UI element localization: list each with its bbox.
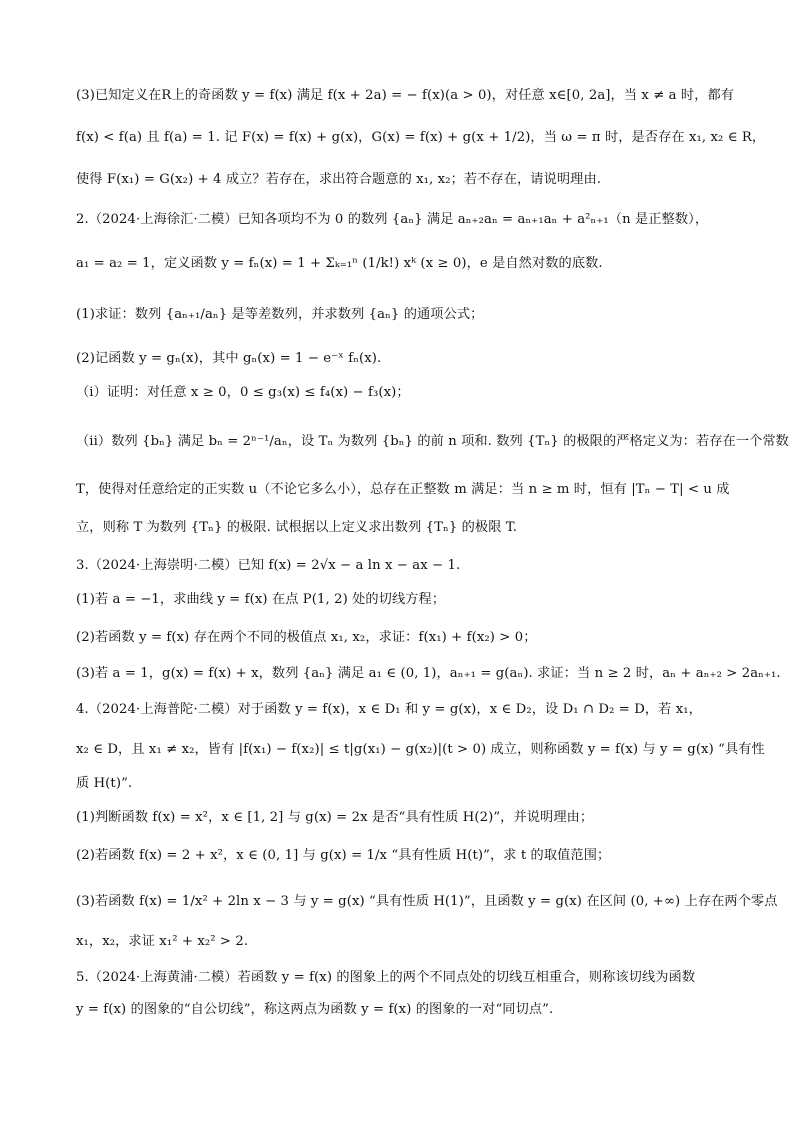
q2-part2: (2)记函数 y = gₙ(x)，其中 gₙ(x) = 1 − e⁻ˣ fₙ(x). <box>76 351 382 366</box>
q2-part2-ii-line-3: 立，则称 T 为数列 {Tₙ} 的极限. 试根据以上定义求出数列 {Tₙ} 的极限 T. <box>76 520 518 535</box>
q4-part1: (1)判断函数 f(x) = x²，x ∈ [1, 2] 与 g(x) = 2x 是否“具有性质 H(2)”，并说明理由； <box>76 810 594 825</box>
q4-stem-line-3: 质 H(t)”. <box>76 776 133 791</box>
q4-part2: (2)若函数 f(x) = 2 + x²，x ∈ (0, 1] 与 g(x) = 1/x “具有性质 H(t)”，求 t 的取值范围； <box>76 848 611 863</box>
q1-part3-line-2: f(x) < f(a) 且 f(a) = 1. 记 F(x) = f(x) + g(x)，G(x) = f(x) + g(x + 1/2)，当 ω = π 时，是否存在 x₁, x₂ ∈ R， <box>76 130 766 145</box>
q2-part2-ii-line-2: T，使得对任意给定的正实数 u（不论它多么小），总存在正整数 m 满足：当 n ≥ m 时，恒有 |Tₙ − T| < u 成 <box>76 482 730 497</box>
q2-stem-line-2: a₁ = a₂ = 1，定义函数 y = fₙ(x) = 1 + Σₖ₌₁ⁿ (1/k!) xᵏ (x ≥ 0)，e 是自然对数的底数. <box>76 256 603 271</box>
q2-part2-i: （i）证明：对任意 x ≥ 0，0 ≤ g₃(x) ≤ f₄(x) − f₃(x)； <box>76 385 410 400</box>
q1-part3-line-1: (3)已知定义在R上的奇函数 y = f(x) 满足 f(x + 2a) = − f(x)(a > 0)，对任意 x∈[0, 2a]，当 x ≠ a 时，都有 <box>76 88 735 103</box>
q2-part1: (1)求证：数列 {aₙ₊₁/aₙ} 是等差数列，并求数列 {aₙ} 的通项公式； <box>76 307 484 322</box>
q3-part3: (3)若 a = 1，g(x) = f(x) + x，数列 {aₙ} 满足 a₁ ∈ (0, 1)，aₙ₊₁ = g(aₙ). 求证：当 n ≥ 2 时，aₙ + aₙ₊₂ > 2aₙ₊₁. <box>76 666 781 681</box>
q4-part3-line-1: (3)若函数 f(x) = 1/x² + 2ln x − 3 与 y = g(x) “具有性质 H(1)”，且函数 y = g(x) 在区间 (0, +∞) 上存在两个零点 <box>76 894 778 909</box>
q3-stem: 3.（2024·上海崇明·二模）已知 f(x) = 2√x − a ln x − ax − 1. <box>76 558 461 573</box>
q4-part3-line-2: x₁，x₂，求证 x₁² + x₂² > 2. <box>76 934 249 949</box>
q2-part2-ii-line-1: （ii）数列 {bₙ} 满足 bₙ = 2ⁿ⁻¹/aₙ，设 Tₙ 为数列 {bₙ} 的前 n 项和. 数列 {Tₙ} 的极限的严格定义为：若存在一个常数 <box>76 434 789 449</box>
q5-stem-line-2: y = f(x) 的图象的“自公切线”，称这两点为函数 y = f(x) 的图象的一对“同切点”. <box>76 1002 554 1017</box>
q3-part2: (2)若函数 y = f(x) 存在两个不同的极值点 x₁, x₂，求证：f(x₁) + f(x₂) > 0； <box>76 630 537 645</box>
q3-part1: (1)若 a = −1，求曲线 y = f(x) 在点 P(1, 2) 处的切线方程； <box>76 592 446 607</box>
q4-stem-line-2: x₂ ∈ D，且 x₁ ≠ x₂，皆有 |f(x₁) − f(x₂)| ≤ t|g(x₁) − g(x₂)|(t > 0) 成立，则称函数 y = f(x) 与 y = g(x) “具有性 <box>76 742 765 757</box>
q2-stem-line-1: 2.（2024·上海徐汇·二模）已知各项均不为 0 的数列 {aₙ} 满足 aₙ₊₂aₙ = aₙ₊₁aₙ + a²ₙ₊₁（n 是正整数）， <box>76 212 709 227</box>
q5-stem-line-1: 5.（2024·上海黄浦·二模）若函数 y = f(x) 的图象上的两个不同点处的切线互相重合，则称该切线为函数 <box>76 970 696 985</box>
q4-stem-line-1: 4.（2024·上海普陀·二模）对于函数 y = f(x)，x ∈ D₁ 和 y = g(x)，x ∈ D₂，设 D₁ ∩ D₂ = D，若 x₁， <box>76 702 702 717</box>
q1-part3-line-3: 使得 F(x₁) = G(x₂) + 4 成立？若存在，求出符合题意的 x₁, x₂；若不存在，请说明理由. <box>76 172 602 187</box>
